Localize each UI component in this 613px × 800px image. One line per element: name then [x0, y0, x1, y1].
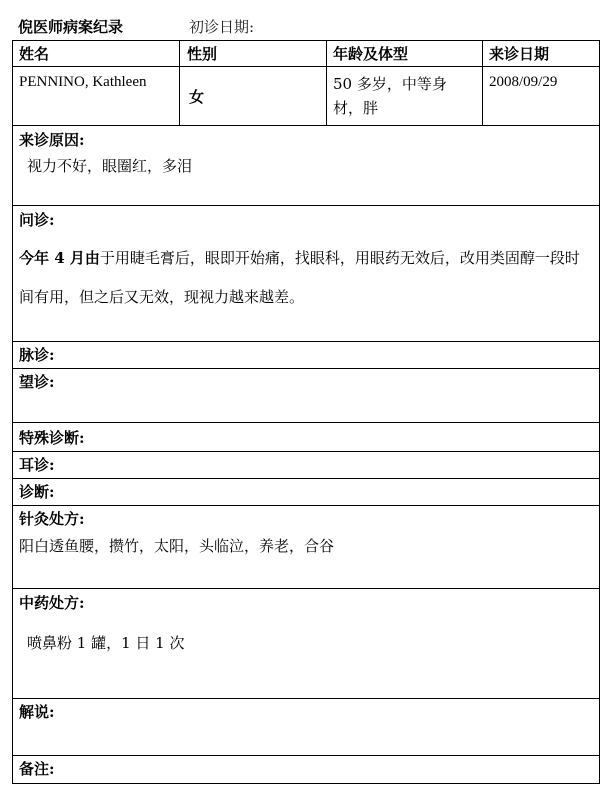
row-divider: [13, 505, 599, 506]
inquiry-text-emphasis: 今年 4 月由: [19, 249, 100, 267]
patient-age-build-line2: 材，胖: [333, 99, 379, 117]
reason-label: 来诊原因:: [19, 131, 85, 149]
row-divider: [13, 698, 599, 699]
acupuncture-text: 阳白透鱼腰，攒竹，太阳，头临泣，养老，合谷: [19, 537, 335, 555]
header-name: 姓名: [19, 45, 50, 63]
herbal-label: 中药处方:: [19, 594, 85, 612]
inquiry-text-body: 于用睫毛膏后，眼即开始痛，找眼科，用眼药无效后，改用类固醇一段时间有用，但之后又无效，现视力越来越差。: [19, 249, 580, 306]
row-divider: [13, 755, 599, 756]
patient-age-build-line1: 50 多岁，中等身: [333, 75, 447, 93]
header-age-build: 年龄及体型: [333, 45, 409, 63]
reason-text: 视力不好，眼圈红，多泪: [27, 157, 193, 175]
document-title: 倪医师病案纪录: [18, 18, 124, 36]
diagnosis-label: 诊断:: [19, 483, 55, 501]
record-table: [12, 40, 600, 784]
row-divider: [13, 368, 599, 369]
header-gender: 性别: [187, 45, 218, 63]
acupuncture-label: 针灸处方:: [19, 510, 85, 528]
column-divider: [179, 41, 180, 125]
explanation-label: 解说:: [19, 703, 55, 721]
special-diagnosis-label: 特殊诊断:: [19, 429, 85, 447]
header-visit-date: 来诊日期: [489, 45, 550, 63]
row-divider: [13, 451, 599, 452]
herbal-text: 喷鼻粉 1 罐，1 日 1 次: [27, 634, 185, 652]
row-divider: [13, 125, 599, 126]
row-divider: [13, 588, 599, 589]
visit-date-value: 2008/09/29: [489, 74, 558, 90]
inspection-label: 望诊:: [19, 373, 55, 391]
column-divider: [326, 41, 327, 125]
patient-name: PENNINO, Kathleen: [19, 74, 147, 90]
row-divider: [13, 422, 599, 423]
row-divider: [13, 478, 599, 479]
row-divider: [13, 341, 599, 342]
row-divider: [13, 205, 599, 206]
pulse-label: 脉诊:: [19, 346, 55, 364]
column-divider: [482, 41, 483, 125]
ear-diagnosis-label: 耳诊:: [19, 456, 55, 474]
row-divider: [13, 66, 599, 67]
patient-gender: 女: [189, 88, 205, 106]
notes-label: 备注:: [19, 760, 55, 778]
first-visit-date-label: 初诊日期:: [189, 18, 255, 36]
inquiry-label: 问诊:: [19, 211, 55, 229]
record-header: [12, 14, 602, 40]
inquiry-text: [19, 239, 594, 317]
